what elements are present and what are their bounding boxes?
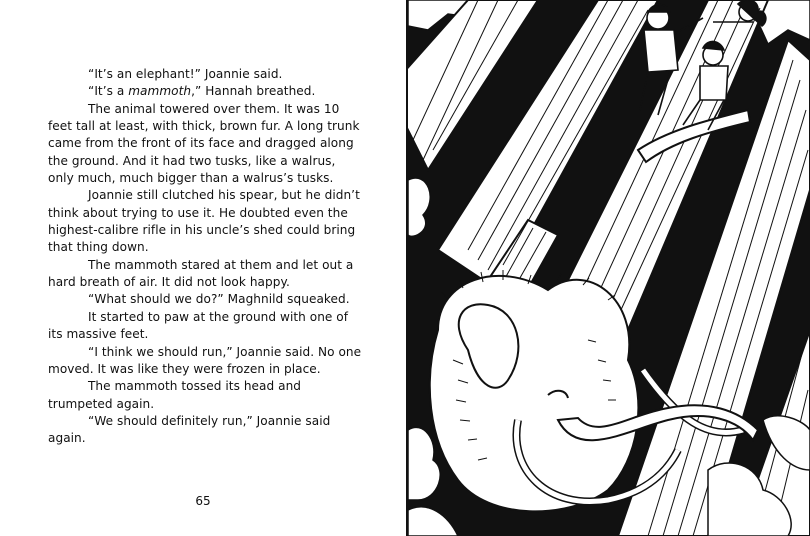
paragraph: “We should definitely run,” Joannie said again. xyxy=(48,413,331,446)
page-number: 65 xyxy=(195,494,211,508)
forest-scene-drawing xyxy=(408,0,810,536)
paragraph: “What should we do?” Maghnild squeaked. xyxy=(88,292,350,307)
mammoth-illustration xyxy=(408,0,810,536)
paragraph: The animal towered over them. It was 10 feet tall at least, with thick, brown fur. A long trunk came from the front of its face and dragged along the ground. And it had two tusks, like a walrus, only much, much bigger than a walrus’s tusks. xyxy=(48,101,360,186)
paragraph: It started to paw at the ground with one of its massive feet. xyxy=(48,309,349,342)
story-text xyxy=(48,66,364,448)
paragraph: The mammoth stared at them and let out a hard breath of air. It did not look happy. xyxy=(48,257,354,290)
paragraph: “It’s an elephant!” Joannie said. xyxy=(88,67,283,81)
paragraph: “I think we should run,” Joannie said. No one moved. It was like they were frozen in place. xyxy=(48,344,362,376)
paragraph: Joannie still clutched his spear, but he didn’t think about trying to use it. He doubted even the highest-calibre rifle in his uncle’s shed could bring that thing down. xyxy=(48,188,360,255)
paragraph: The mammoth tossed its head and trumpeted again. xyxy=(48,379,302,411)
paragraph: “It’s a mammoth,” Hannah breathed. xyxy=(88,84,316,99)
